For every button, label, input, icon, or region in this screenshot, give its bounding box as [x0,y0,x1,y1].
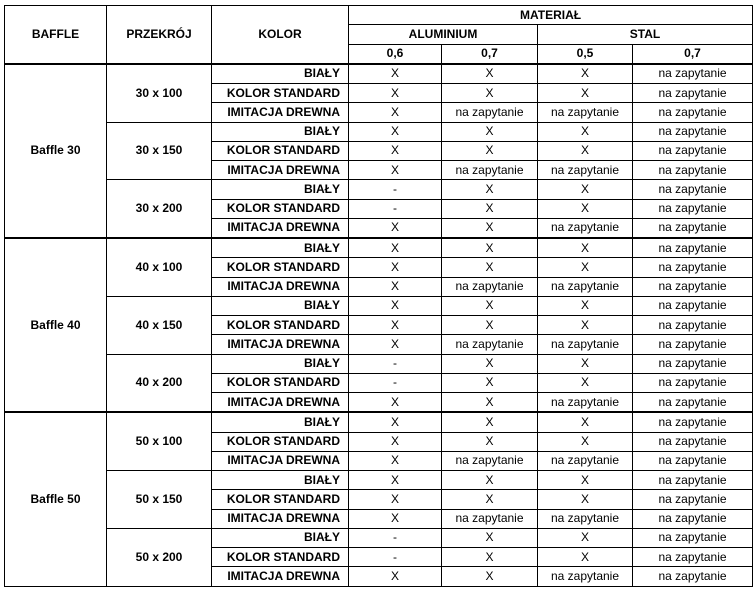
availability-cell: na zapytanie [633,161,753,180]
table-row [5,412,753,432]
table-header [5,6,753,64]
availability-cell: na zapytanie [442,161,538,180]
color-label: BIAŁY [212,296,349,315]
color-label: BIAŁY [212,354,349,373]
table-row [5,64,753,84]
availability-cell: na zapytanie [538,103,633,122]
section-size: 40 x 200 [107,354,212,412]
header-thickness: 0,7 [442,44,538,64]
availability-cell: na zapytanie [442,509,538,528]
color-label: IMITACJA DREWNA [212,567,349,586]
availability-cell: na zapytanie [633,567,753,586]
availability-cell: X [349,316,442,335]
availability-cell: X [538,548,633,567]
availability-cell: na zapytanie [538,277,633,296]
availability-cell: na zapytanie [633,180,753,199]
availability-cell: X [442,316,538,335]
color-label: BIAŁY [212,122,349,141]
availability-cell: X [349,218,442,238]
availability-cell: X [442,471,538,490]
availability-cell: na zapytanie [633,141,753,160]
table-row [5,528,753,547]
availability-cell: X [349,490,442,509]
color-label: BIAŁY [212,64,349,84]
availability-cell: na zapytanie [633,335,753,354]
availability-cell: X [442,296,538,315]
color-label: KOLOR STANDARD [212,199,349,218]
availability-cell: - [349,373,442,392]
color-label: BIAŁY [212,471,349,490]
availability-cell: X [442,432,538,451]
availability-cell: X [349,412,442,432]
availability-cell: X [442,141,538,160]
availability-cell: X [538,296,633,315]
availability-cell: X [349,103,442,122]
availability-cell: X [349,238,442,258]
availability-cell: X [349,471,442,490]
availability-cell: X [442,258,538,277]
availability-cell: na zapytanie [442,103,538,122]
availability-cell: na zapytanie [633,64,753,84]
table-row [5,180,753,199]
availability-cell: na zapytanie [633,471,753,490]
color-label: IMITACJA DREWNA [212,451,349,470]
color-label: KOLOR STANDARD [212,490,349,509]
availability-cell: X [538,180,633,199]
availability-cell: na zapytanie [633,373,753,392]
availability-cell: X [442,393,538,413]
color-label: IMITACJA DREWNA [212,218,349,238]
availability-cell: na zapytanie [633,412,753,432]
header-material: MATERIAŁ [349,6,753,25]
availability-cell: na zapytanie [633,258,753,277]
header-thickness: 0,6 [349,44,442,64]
availability-cell: X [442,548,538,567]
color-label: KOLOR STANDARD [212,84,349,103]
table-row [5,122,753,141]
availability-cell: na zapytanie [538,161,633,180]
availability-cell: - [349,528,442,547]
availability-cell: na zapytanie [442,277,538,296]
availability-cell: na zapytanie [538,393,633,413]
availability-cell: X [538,84,633,103]
availability-cell: na zapytanie [633,238,753,258]
availability-cell: na zapytanie [633,432,753,451]
availability-cell: X [442,64,538,84]
availability-cell: na zapytanie [633,218,753,238]
baffle-group-name: Baffle 30 [5,64,107,238]
availability-cell: X [538,238,633,258]
availability-cell: na zapytanie [538,335,633,354]
availability-cell: X [349,122,442,141]
availability-cell: na zapytanie [633,393,753,413]
header-kolor: KOLOR [212,6,349,64]
color-label: KOLOR STANDARD [212,432,349,451]
color-label: KOLOR STANDARD [212,373,349,392]
availability-cell: X [442,354,538,373]
availability-cell: X [349,567,442,586]
availability-cell: - [349,548,442,567]
availability-cell: X [442,567,538,586]
color-label: IMITACJA DREWNA [212,335,349,354]
color-label: IMITACJA DREWNA [212,509,349,528]
availability-cell: X [442,373,538,392]
availability-cell: X [442,84,538,103]
availability-cell: na zapytanie [633,528,753,547]
section-size: 30 x 200 [107,180,212,238]
availability-cell: X [349,335,442,354]
baffle-spec-table [4,5,753,587]
color-label: IMITACJA DREWNA [212,277,349,296]
availability-cell: X [538,471,633,490]
color-label: IMITACJA DREWNA [212,393,349,413]
availability-cell: na zapytanie [633,84,753,103]
availability-cell: X [442,122,538,141]
section-size: 50 x 100 [107,412,212,470]
availability-cell: na zapytanie [442,335,538,354]
availability-cell: X [349,161,442,180]
availability-cell: na zapytanie [633,296,753,315]
table-body [5,64,753,586]
availability-cell: na zapytanie [633,122,753,141]
availability-cell: X [349,393,442,413]
availability-cell: X [538,412,633,432]
availability-cell: na zapytanie [633,451,753,470]
header-baffle: BAFFLE [5,6,107,64]
table-row [5,471,753,490]
availability-cell: X [349,258,442,277]
color-label: KOLOR STANDARD [212,548,349,567]
availability-cell: X [538,432,633,451]
table-row [5,238,753,258]
table-row [5,296,753,315]
availability-cell: X [442,528,538,547]
availability-cell: na zapytanie [633,548,753,567]
availability-cell: X [442,238,538,258]
availability-cell: X [349,432,442,451]
color-label: BIAŁY [212,180,349,199]
color-label: IMITACJA DREWNA [212,161,349,180]
availability-cell: na zapytanie [633,354,753,373]
section-size: 50 x 150 [107,471,212,529]
availability-cell: X [349,141,442,160]
availability-cell: na zapytanie [633,277,753,296]
availability-cell: na zapytanie [538,218,633,238]
availability-cell: na zapytanie [538,509,633,528]
availability-cell: na zapytanie [633,316,753,335]
availability-cell: X [349,84,442,103]
availability-cell: - [349,180,442,199]
color-label: BIAŁY [212,528,349,547]
header-stal: STAL [538,25,753,44]
availability-cell: na zapytanie [538,567,633,586]
availability-cell: X [349,296,442,315]
availability-cell: X [349,509,442,528]
availability-cell: - [349,199,442,218]
availability-cell: X [538,354,633,373]
availability-cell: na zapytanie [633,490,753,509]
color-label: IMITACJA DREWNA [212,103,349,122]
availability-cell: X [349,277,442,296]
availability-cell: X [538,316,633,335]
availability-cell: X [538,528,633,547]
baffle-group-name: Baffle 50 [5,412,107,586]
availability-cell: na zapytanie [633,199,753,218]
color-label: KOLOR STANDARD [212,316,349,335]
availability-cell: na zapytanie [633,509,753,528]
availability-cell: na zapytanie [538,451,633,470]
availability-cell: X [538,373,633,392]
availability-cell: na zapytanie [633,103,753,122]
availability-cell: X [442,412,538,432]
availability-cell: X [442,490,538,509]
availability-cell: X [538,490,633,509]
header-thickness: 0,7 [633,44,753,64]
section-size: 40 x 150 [107,296,212,354]
baffle-group-name: Baffle 40 [5,238,107,412]
color-label: KOLOR STANDARD [212,141,349,160]
availability-cell: X [538,64,633,84]
section-size: 50 x 200 [107,528,212,586]
color-label: BIAŁY [212,412,349,432]
header-thickness: 0,5 [538,44,633,64]
section-size: 30 x 150 [107,122,212,180]
section-size: 30 x 100 [107,64,212,122]
section-size: 40 x 100 [107,238,212,296]
availability-cell: X [538,122,633,141]
header-aluminium: ALUMINIUM [349,25,538,44]
availability-cell: na zapytanie [442,451,538,470]
availability-cell: - [349,354,442,373]
availability-cell: X [442,218,538,238]
availability-cell: X [538,199,633,218]
color-label: BIAŁY [212,238,349,258]
availability-cell: X [538,258,633,277]
availability-cell: X [442,199,538,218]
availability-cell: X [442,180,538,199]
header-przekroj: PRZEKRÓJ [107,6,212,64]
availability-cell: X [349,64,442,84]
color-label: KOLOR STANDARD [212,258,349,277]
availability-cell: X [349,451,442,470]
table-row [5,354,753,373]
availability-cell: X [538,141,633,160]
